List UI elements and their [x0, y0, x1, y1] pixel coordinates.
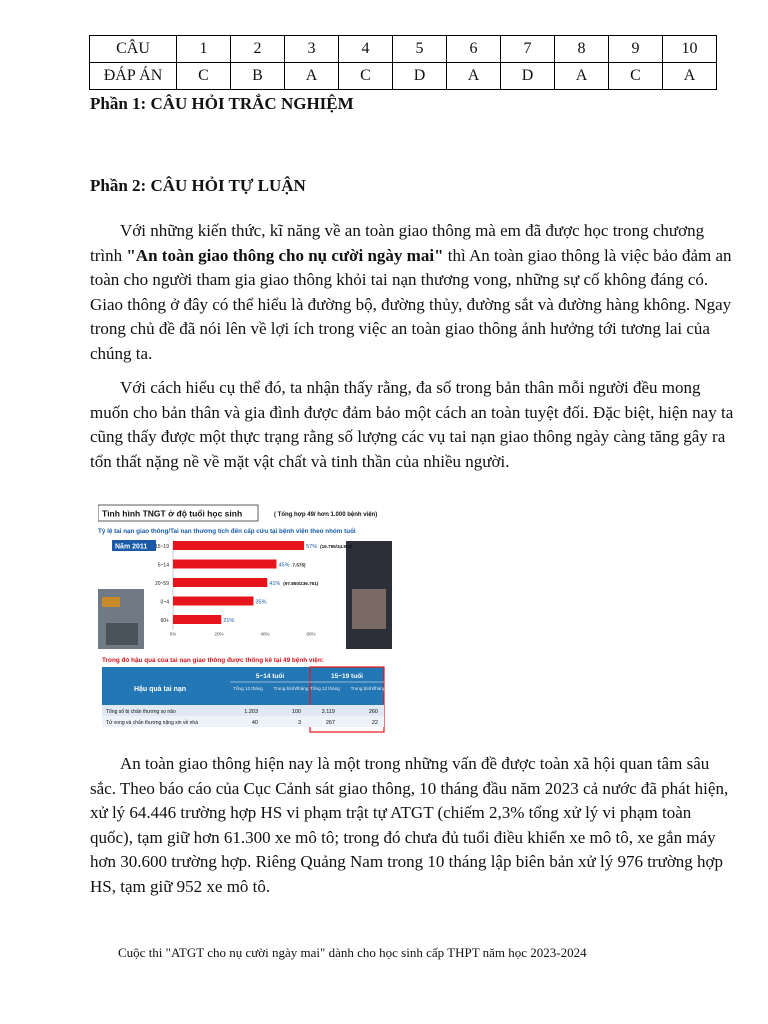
bar-category-label: 60+: [160, 618, 169, 624]
table-cell: 40: [251, 720, 258, 726]
question-number: 9: [609, 36, 663, 63]
question-header: CÂU: [90, 36, 177, 63]
table-sub-avg-2: Trung bình/tháng: [350, 686, 386, 691]
answer-cell: A: [285, 63, 339, 90]
bar-value-label: 21%: [223, 618, 235, 624]
table-cell: 267: [325, 720, 335, 726]
table-group-15-19: 15~19 tuổi: [331, 673, 363, 680]
table-cell: 1.203: [244, 709, 258, 715]
table-sub-avg-1: Trung bình/tháng: [273, 686, 309, 691]
bar: [173, 541, 304, 550]
paragraph-1-text-end: thì An toàn giao thông là việc bảo đảm an toàn cho người tham gia giao thông khỏi tai nạn thương vong, những sự cố không đáng có. Giao thông ở đây có thể hiểu là đường bộ, đường thủy, đường sắt và đường hàng không. Ngay trong chủ đề đã nói lên về lợi ích trong việc an toàn giao thông ảnh hưởng tới tương lai của chúng ta.: [90, 245, 732, 363]
photo-people-shape: [352, 589, 386, 629]
question-number: 2: [231, 36, 285, 63]
question-number: 1: [177, 36, 231, 63]
bar-chart: [155, 539, 353, 637]
question-number: 6: [447, 36, 501, 63]
answer-cell: C: [177, 63, 231, 90]
infographic-source: ( Tổng hợp 49/ hơn 1.000 bệnh viện): [274, 512, 378, 518]
question-number: 10: [663, 36, 717, 63]
answer-cell: B: [231, 63, 285, 90]
answer-cell: A: [555, 63, 609, 90]
answer-table: [89, 35, 717, 90]
paragraph-3: An toàn giao thông hiện nay là một trong những vấn đề được toàn xã hội quan tâm sâu sắc. Theo báo cáo của Cục Cảnh sát giao thông, 10 tháng đầu năm 2023 cả nước đã phát hiện, xử lý 64.446 trường hợp HS vi phạm trật tự ATGT (chiếm 2,3% tổng xử lý vi phạm toàn quốc), tạm giữ hơn 61.300 xe mô tô; trong đó chưa đủ tuổi điều khiển xe mô tô, xe gắn máy hơn 30.600 trường hợp. Riêng Quảng Nam trong 10 tháng lập biên bản xử lý 976 trường hợp HS, tạm giữ 952 xe mô tô.: [90, 754, 729, 896]
answer-header: ĐÁP ÁN: [90, 63, 177, 90]
x-tick-label: 0%: [169, 631, 177, 637]
footer: Cuộc thi "ATGT cho nụ cười ngày mai" dành cho học sinh cấp THPT năm học 2023-2024: [118, 945, 587, 960]
table-col-main: Hậu quả tai nạn: [133, 686, 187, 693]
answer-cell: C: [609, 63, 663, 90]
bar-annotation: (19.795/34.802): [320, 544, 353, 549]
x-tick-label: 60%: [306, 631, 316, 637]
bar: [173, 597, 254, 606]
bar-value-label: 45%: [278, 562, 290, 569]
photo-vehicle-shape: [102, 597, 120, 607]
bar: [173, 560, 277, 569]
answer-cell: A: [663, 63, 717, 90]
photo-road-shape: [106, 623, 138, 645]
bar-category-label: 0~4: [160, 599, 169, 606]
x-tick-label: 40%: [260, 631, 270, 637]
answer-cell: D: [393, 63, 447, 90]
paragraph-1-text: Với những kiến thức, kĩ năng về an toàn giao thông mà em đã được học trong chương trình: [90, 221, 705, 265]
part1-heading: Phần 1: CÂU HỎI TRẮC NGHIỆM: [90, 94, 354, 113]
bar-value-label: 57%: [306, 544, 318, 550]
program-name: "An toàn giao thông cho nụ cười ngày mai": [126, 245, 444, 265]
question-number: 4: [339, 36, 393, 63]
answer-table-row-questions: [90, 36, 717, 63]
paragraph-1: [90, 219, 735, 366]
question-number: 7: [501, 36, 555, 63]
answer-cell: D: [501, 63, 555, 90]
table-cell: 22: [371, 720, 378, 726]
table-cell: 3.119: [321, 709, 335, 715]
answer-cell: C: [339, 63, 393, 90]
table-cell: 100: [291, 709, 301, 715]
bar-value-label: 35%: [255, 599, 267, 606]
paragraph-2: Với cách hiểu cụ thể đó, ta nhận thấy rằng, đa số trong bản thân mỗi người đều mong muốn cho bản thân và gia đình được đảm bảo một cách an toàn tuyệt đối. Đặc biệt, hiện nay ta cũng thấy được một thực trạng rằng số lượng các vụ tai nạn giao thông ngày càng tăng gây ra tổn thất nặng nề về mặt vật chất và tinh thần của nhiều người.: [90, 378, 734, 471]
table-sub-total-2: Tổng 12 tháng: [310, 686, 340, 691]
table-row-label: Tử vong và chấn thương nặng xin về nhà: [106, 720, 198, 726]
part2-heading: Phần 2: CÂU HỎI TỰ LUẬN: [90, 176, 306, 195]
answer-table-row-answers: [90, 63, 717, 90]
question-number: 8: [555, 36, 609, 63]
table-title: Trong đó hậu quả của tai nạn giao thông được thống kê tại 49 bệnh viện:: [102, 657, 324, 664]
bar-category-label: 5~14: [157, 562, 169, 569]
chart-subtitle: Tỷ lệ tai nạn giao thông/Tai nạn thương tích đến cấp cứu tại bệnh viện theo nhóm tuổi: [98, 528, 356, 535]
bar-annotation: 7.575): [292, 562, 306, 568]
table-group-5-14: 5~14 tuổi: [255, 673, 285, 680]
table-sub-total-1: Tổng 12 tháng: [233, 686, 263, 691]
bar-category-label: 15~19: [154, 544, 169, 550]
x-tick-label: 20%: [214, 631, 224, 637]
answer-cell: A: [447, 63, 501, 90]
question-number: 5: [393, 36, 447, 63]
bar: [173, 615, 221, 624]
question-number: 3: [285, 36, 339, 63]
bar-category-label: 20~59: [154, 581, 169, 587]
year-label: Năm 2011: [115, 543, 148, 551]
bar: [173, 578, 267, 587]
consequence-table: [102, 667, 386, 732]
bar-value-label: 41%: [269, 581, 281, 587]
table-row-label: Tổng số bị chấn thương sọ não: [106, 709, 176, 715]
table-cell: 3: [297, 720, 301, 726]
table-cell: 260: [368, 709, 378, 715]
infographic-title: Tình hình TNGT ở độ tuổi học sinh: [102, 508, 243, 519]
infographic-canvas: [98, 501, 392, 735]
bar-annotation: (97.850/236.761): [283, 581, 319, 586]
accident-infographic: [98, 501, 392, 735]
